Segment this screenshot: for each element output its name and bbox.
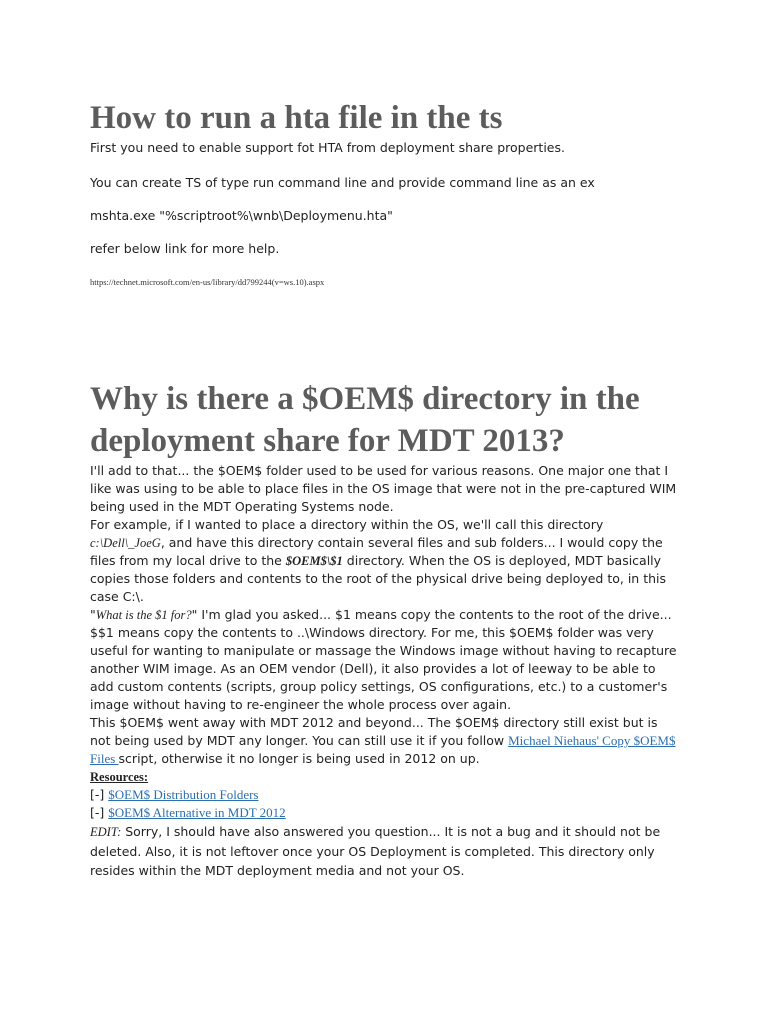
resources-label: Resources:	[90, 770, 149, 784]
para4-text-a: This $OEM$ went away with MDT 2012 and beyond... The $OEM$ directory still exist but is not being used by MDT any longer. You can still use it if you follow	[90, 715, 658, 748]
section2-paragraph-4	[90, 714, 680, 768]
para2-path: c:\Dell\_JoeG	[90, 536, 161, 550]
para4-text-b: script, otherwise it no longer is being used in 2012 on up.	[118, 751, 480, 766]
section2-paragraph-2	[90, 516, 680, 606]
edit-label: EDIT:	[90, 825, 122, 839]
section1-url[interactable]: https://technet.microsoft.com/en-us/library/dd799244(v=ws.10).aspx	[90, 277, 325, 287]
section1-command: mshta.exe "%scriptroot%\wnb\Deploymenu.hta"	[90, 208, 393, 223]
para3-question: What is the $1 for?	[95, 608, 192, 622]
section2-paragraph-3	[90, 606, 680, 714]
resource-item-2	[90, 804, 680, 822]
para2-text-b: , and have this directory contain several files and sub folders... I would copy the files from my local drive to the	[90, 535, 663, 568]
section1-paragraph-2: You can create TS of type run command line and provide command line as an ex	[90, 175, 595, 190]
section2-title: Why is there a $OEM$ directory in the deployment share for MDT 2013?	[90, 381, 640, 460]
section1-paragraph-3: refer below link for more help.	[90, 241, 280, 256]
bullet-1: [-]	[90, 787, 109, 802]
michael-niehaus-link[interactable]: Michael Niehaus' Copy $OEM$ Files	[90, 733, 676, 766]
para2-dir: $OEM$\$1	[285, 554, 343, 568]
resource-item-1	[90, 786, 680, 804]
para3-quote-open: "	[90, 607, 96, 622]
section2-body	[90, 462, 680, 880]
para2-text-c: directory. When the OS is deployed, MDT basically copies those folders and contents to the root of the physical drive being deployed to, in this case C:\.	[90, 553, 667, 604]
oem-distribution-folders-link[interactable]: $OEM$ Distribution Folders	[108, 787, 259, 802]
bullet-2: [-]	[90, 805, 109, 820]
oem-alternative-mdt-2012-link[interactable]: $OEM$ Alternative in MDT 2012	[108, 805, 286, 820]
section1-paragraph-1: First you need to enable support fot HTA from deployment share properties.	[90, 140, 565, 155]
para3-rest: " I'm glad you asked... $1 means copy the contents to the root of the drive... $$1 means copy the contents to ..\Windows directory. For me, this $OEM$ folder was very useful for wanting to manipulate or massage the Windows image without having to recapture another WIM image. As an OEM vendor (Dell), it also provides a lot of leeway to be able to add custom contents (scripts, group policy settings, OS configurations, etc.) to a customer's image without having to re-engineer the whole process over again.	[90, 607, 677, 712]
para2-text-a: For example, if I wanted to place a directory within the OS, we'll call this directory	[90, 517, 604, 532]
section2-paragraph-1: I'll add to that... the $OEM$ folder used to be used for various reasons. One major one that I like was using to be able to place files in the OS image that were not in the pre-captured WIM being used in the MDT Operating Systems node.	[90, 463, 677, 514]
section2-edit	[90, 822, 680, 880]
section1-title: How to run a hta file in the ts	[90, 100, 503, 136]
edit-text: Sorry, I should have also answered you question... It is not a bug and it should not be deleted. Also, it is not leftover once your OS Deployment is completed. This directory only resides within the MDT deployment media and not your OS.	[90, 824, 661, 878]
